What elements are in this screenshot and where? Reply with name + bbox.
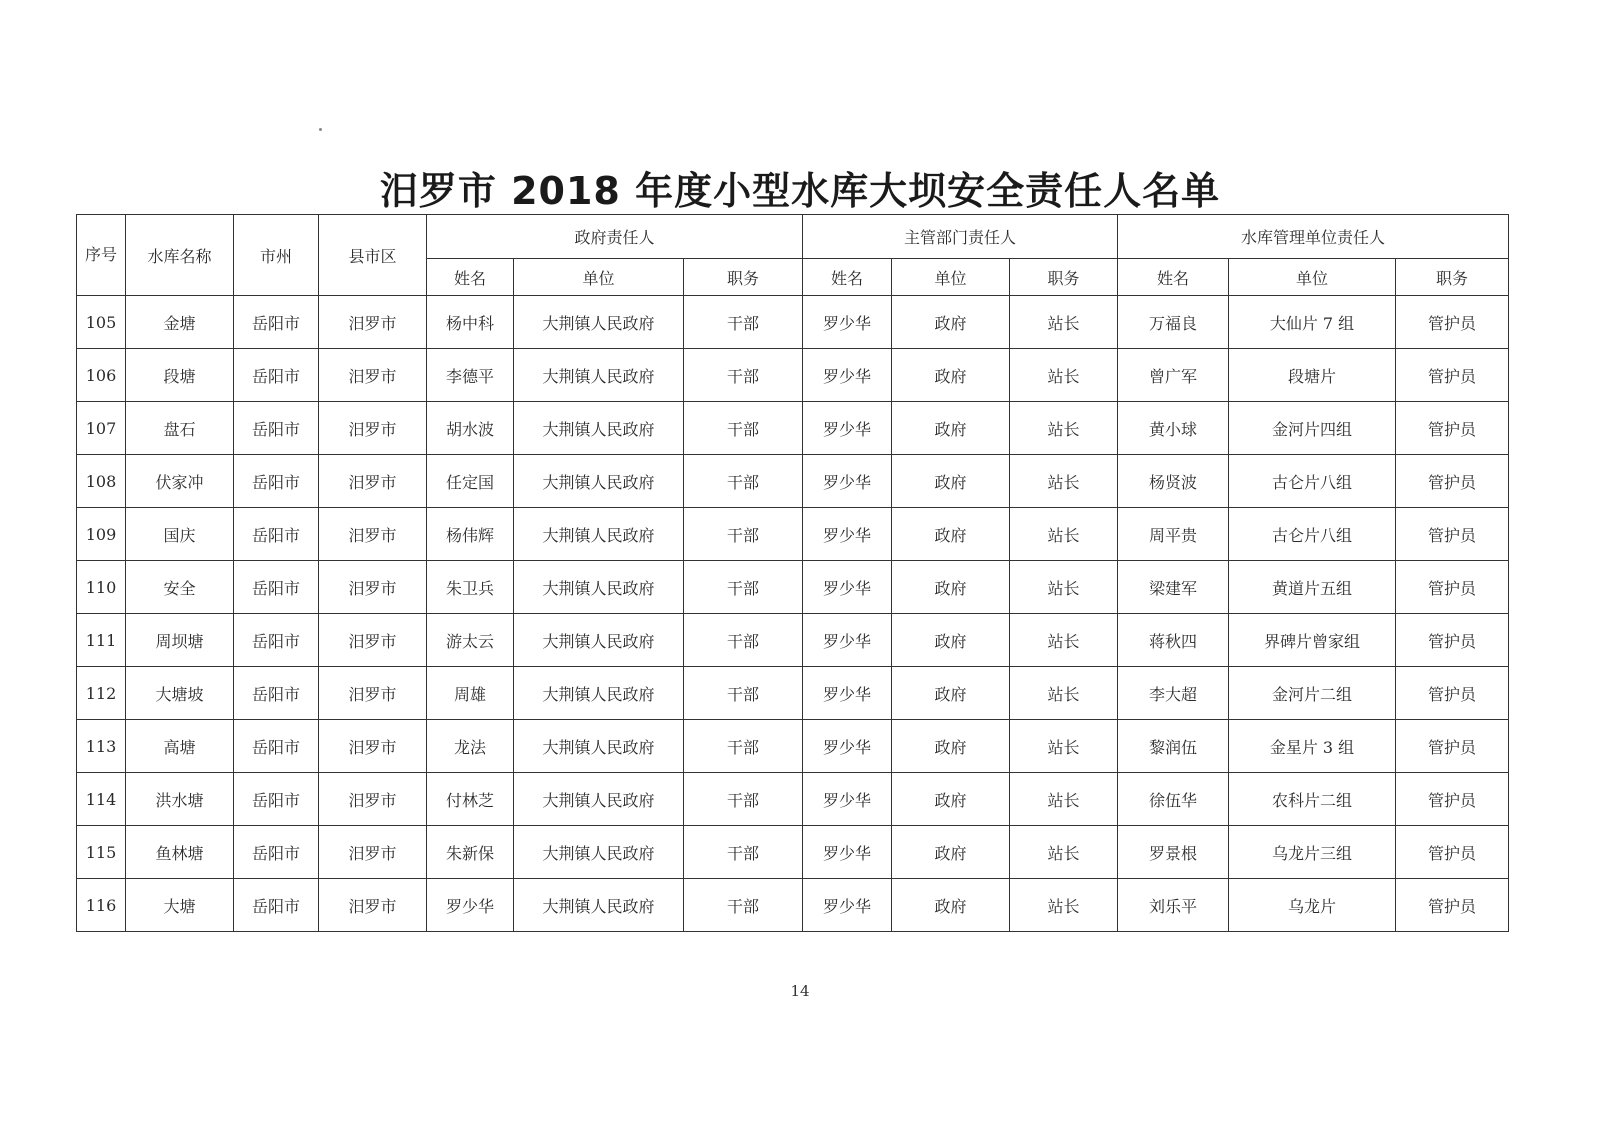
cell-seq: 106 — [77, 349, 126, 402]
cell-gov-position: 干部 — [684, 402, 803, 455]
cell-county: 汨罗市 — [319, 349, 427, 402]
cell-mgmt-position: 管护员 — [1396, 879, 1509, 932]
cell-gov-position: 干部 — [684, 561, 803, 614]
cell-gov-unit: 大荆镇人民政府 — [514, 773, 684, 826]
cell-reservoir: 盘石 — [126, 402, 234, 455]
cell-mgmt-name: 周平贵 — [1118, 508, 1229, 561]
cell-dept-position: 站长 — [1010, 508, 1118, 561]
cell-county: 汨罗市 — [319, 879, 427, 932]
table-row — [77, 667, 1509, 720]
cell-mgmt-position: 管护员 — [1396, 561, 1509, 614]
table-row — [77, 349, 1509, 402]
cell-county: 汨罗市 — [319, 455, 427, 508]
table-row — [77, 455, 1509, 508]
cell-county: 汨罗市 — [319, 614, 427, 667]
cell-gov-name: 朱新保 — [427, 826, 514, 879]
cell-dept-unit: 政府 — [892, 720, 1010, 773]
cell-mgmt-name: 蒋秋四 — [1118, 614, 1229, 667]
cell-dept-unit: 政府 — [892, 349, 1010, 402]
cell-seq: 115 — [77, 826, 126, 879]
cell-mgmt-unit: 金河片二组 — [1229, 667, 1396, 720]
cell-reservoir: 周坝塘 — [126, 614, 234, 667]
cell-dept-unit: 政府 — [892, 614, 1010, 667]
cell-seq: 116 — [77, 879, 126, 932]
cell-city: 岳阳市 — [234, 455, 319, 508]
header-mgmt-position: 职务 — [1396, 259, 1509, 296]
cell-gov-name: 任定国 — [427, 455, 514, 508]
header-dept-unit: 单位 — [892, 259, 1010, 296]
cell-gov-unit: 大荆镇人民政府 — [514, 614, 684, 667]
cell-gov-unit: 大荆镇人民政府 — [514, 296, 684, 349]
cell-dept-name: 罗少华 — [803, 773, 892, 826]
cell-dept-unit: 政府 — [892, 773, 1010, 826]
table-row — [77, 296, 1509, 349]
header-seq: 序号 — [77, 215, 126, 296]
table-row — [77, 879, 1509, 932]
header-row-1 — [77, 215, 1509, 259]
table-row — [77, 773, 1509, 826]
cell-city: 岳阳市 — [234, 402, 319, 455]
cell-mgmt-unit: 界碑片曾家组 — [1229, 614, 1396, 667]
table-body — [77, 296, 1509, 932]
cell-mgmt-unit: 金星片 3 组 — [1229, 720, 1396, 773]
cell-mgmt-position: 管护员 — [1396, 455, 1509, 508]
header-county: 县市区 — [319, 215, 427, 296]
cell-reservoir: 高塘 — [126, 720, 234, 773]
page-title: 汨罗市 2018 年度小型水库大坝安全责任人名单 — [379, 169, 1221, 213]
cell-gov-unit: 大荆镇人民政府 — [514, 879, 684, 932]
header-dept-position: 职务 — [1010, 259, 1118, 296]
table-row — [77, 402, 1509, 455]
cell-gov-name: 游太云 — [427, 614, 514, 667]
table-row — [77, 508, 1509, 561]
cell-dept-position: 站长 — [1010, 773, 1118, 826]
cell-gov-unit: 大荆镇人民政府 — [514, 508, 684, 561]
cell-dept-name: 罗少华 — [803, 826, 892, 879]
cell-gov-unit: 大荆镇人民政府 — [514, 402, 684, 455]
cell-mgmt-name: 杨贤波 — [1118, 455, 1229, 508]
cell-mgmt-name: 刘乐平 — [1118, 879, 1229, 932]
cell-gov-unit: 大荆镇人民政府 — [514, 826, 684, 879]
cell-gov-name: 龙法 — [427, 720, 514, 773]
cell-dept-position: 站长 — [1010, 402, 1118, 455]
cell-dept-name: 罗少华 — [803, 402, 892, 455]
cell-mgmt-position: 管护员 — [1396, 667, 1509, 720]
cell-mgmt-unit: 黄道片五组 — [1229, 561, 1396, 614]
cell-gov-name: 杨伟辉 — [427, 508, 514, 561]
cell-mgmt-unit: 古仑片八组 — [1229, 508, 1396, 561]
cell-city: 岳阳市 — [234, 349, 319, 402]
cell-gov-position: 干部 — [684, 826, 803, 879]
cell-dept-name: 罗少华 — [803, 614, 892, 667]
scan-speck — [319, 128, 322, 131]
cell-seq: 114 — [77, 773, 126, 826]
cell-mgmt-unit: 段塘片 — [1229, 349, 1396, 402]
cell-mgmt-name: 徐伍华 — [1118, 773, 1229, 826]
cell-gov-name: 罗少华 — [427, 879, 514, 932]
cell-seq: 107 — [77, 402, 126, 455]
cell-reservoir: 安全 — [126, 561, 234, 614]
cell-dept-unit: 政府 — [892, 826, 1010, 879]
cell-dept-name: 罗少华 — [803, 561, 892, 614]
header-reservoir: 水库名称 — [126, 215, 234, 296]
cell-reservoir: 段塘 — [126, 349, 234, 402]
cell-city: 岳阳市 — [234, 720, 319, 773]
cell-mgmt-name: 罗景根 — [1118, 826, 1229, 879]
cell-seq: 109 — [77, 508, 126, 561]
cell-seq: 105 — [77, 296, 126, 349]
cell-county: 汨罗市 — [319, 296, 427, 349]
cell-dept-name: 罗少华 — [803, 296, 892, 349]
cell-dept-unit: 政府 — [892, 402, 1010, 455]
cell-gov-unit: 大荆镇人民政府 — [514, 667, 684, 720]
cell-mgmt-unit: 乌龙片三组 — [1229, 826, 1396, 879]
cell-dept-name: 罗少华 — [803, 455, 892, 508]
cell-mgmt-position: 管护员 — [1396, 402, 1509, 455]
cell-mgmt-unit: 乌龙片 — [1229, 879, 1396, 932]
cell-mgmt-position: 管护员 — [1396, 296, 1509, 349]
cell-seq: 111 — [77, 614, 126, 667]
cell-mgmt-name: 梁建军 — [1118, 561, 1229, 614]
header-gov-name: 姓名 — [427, 259, 514, 296]
cell-mgmt-name: 黄小球 — [1118, 402, 1229, 455]
cell-gov-name: 付林芝 — [427, 773, 514, 826]
cell-dept-position: 站长 — [1010, 614, 1118, 667]
header-group-department: 主管部门责任人 — [803, 215, 1118, 259]
cell-gov-name: 周雄 — [427, 667, 514, 720]
cell-dept-name: 罗少华 — [803, 720, 892, 773]
cell-dept-position: 站长 — [1010, 561, 1118, 614]
cell-gov-name: 胡水波 — [427, 402, 514, 455]
cell-county: 汨罗市 — [319, 720, 427, 773]
cell-dept-position: 站长 — [1010, 826, 1118, 879]
cell-dept-name: 罗少华 — [803, 667, 892, 720]
cell-mgmt-name: 曾广军 — [1118, 349, 1229, 402]
cell-seq: 112 — [77, 667, 126, 720]
cell-city: 岳阳市 — [234, 667, 319, 720]
header-dept-name: 姓名 — [803, 259, 892, 296]
cell-gov-unit: 大荆镇人民政府 — [514, 455, 684, 508]
cell-gov-position: 干部 — [684, 296, 803, 349]
header-mgmt-name: 姓名 — [1118, 259, 1229, 296]
cell-gov-position: 干部 — [684, 667, 803, 720]
cell-gov-unit: 大荆镇人民政府 — [514, 720, 684, 773]
cell-reservoir: 大塘 — [126, 879, 234, 932]
cell-city: 岳阳市 — [234, 614, 319, 667]
cell-reservoir: 鱼林塘 — [126, 826, 234, 879]
cell-mgmt-name: 黎润伍 — [1118, 720, 1229, 773]
cell-county: 汨罗市 — [319, 773, 427, 826]
cell-county: 汨罗市 — [319, 826, 427, 879]
cell-dept-unit: 政府 — [892, 879, 1010, 932]
cell-gov-name: 杨中科 — [427, 296, 514, 349]
cell-reservoir: 伏家冲 — [126, 455, 234, 508]
cell-city: 岳阳市 — [234, 561, 319, 614]
cell-gov-position: 干部 — [684, 879, 803, 932]
table-row — [77, 561, 1509, 614]
page-number: 14 — [790, 982, 810, 1000]
cell-county: 汨罗市 — [319, 508, 427, 561]
cell-county: 汨罗市 — [319, 561, 427, 614]
table-row — [77, 826, 1509, 879]
cell-mgmt-unit: 古仑片八组 — [1229, 455, 1396, 508]
cell-dept-position: 站长 — [1010, 667, 1118, 720]
cell-county: 汨罗市 — [319, 402, 427, 455]
cell-gov-position: 干部 — [684, 614, 803, 667]
cell-city: 岳阳市 — [234, 508, 319, 561]
cell-gov-name: 李德平 — [427, 349, 514, 402]
cell-mgmt-position: 管护员 — [1396, 349, 1509, 402]
cell-dept-position: 站长 — [1010, 879, 1118, 932]
table-row — [77, 720, 1509, 773]
header-gov-unit: 单位 — [514, 259, 684, 296]
cell-mgmt-position: 管护员 — [1396, 720, 1509, 773]
cell-dept-unit: 政府 — [892, 455, 1010, 508]
table-row — [77, 614, 1509, 667]
cell-gov-position: 干部 — [684, 349, 803, 402]
header-group-government: 政府责任人 — [427, 215, 803, 259]
cell-city: 岳阳市 — [234, 826, 319, 879]
cell-seq: 113 — [77, 720, 126, 773]
cell-reservoir: 国庆 — [126, 508, 234, 561]
cell-gov-position: 干部 — [684, 455, 803, 508]
cell-reservoir: 洪水塘 — [126, 773, 234, 826]
cell-dept-name: 罗少华 — [803, 508, 892, 561]
header-city: 市州 — [234, 215, 319, 296]
cell-city: 岳阳市 — [234, 296, 319, 349]
cell-mgmt-position: 管护员 — [1396, 614, 1509, 667]
cell-dept-position: 站长 — [1010, 720, 1118, 773]
cell-dept-unit: 政府 — [892, 667, 1010, 720]
cell-gov-position: 干部 — [684, 508, 803, 561]
cell-gov-position: 干部 — [684, 773, 803, 826]
cell-dept-unit: 政府 — [892, 296, 1010, 349]
cell-county: 汨罗市 — [319, 667, 427, 720]
cell-mgmt-name: 李大超 — [1118, 667, 1229, 720]
header-gov-position: 职务 — [684, 259, 803, 296]
cell-mgmt-position: 管护员 — [1396, 773, 1509, 826]
cell-reservoir: 金塘 — [126, 296, 234, 349]
cell-seq: 108 — [77, 455, 126, 508]
cell-city: 岳阳市 — [234, 773, 319, 826]
cell-dept-position: 站长 — [1010, 455, 1118, 508]
cell-mgmt-name: 万福良 — [1118, 296, 1229, 349]
cell-dept-unit: 政府 — [892, 508, 1010, 561]
cell-mgmt-position: 管护员 — [1396, 508, 1509, 561]
cell-mgmt-unit: 金河片四组 — [1229, 402, 1396, 455]
cell-gov-position: 干部 — [684, 720, 803, 773]
table-header — [77, 215, 1509, 296]
cell-mgmt-unit: 农科片二组 — [1229, 773, 1396, 826]
header-group-management: 水库管理单位责任人 — [1118, 215, 1509, 259]
cell-mgmt-unit: 大仙片 7 组 — [1229, 296, 1396, 349]
cell-city: 岳阳市 — [234, 879, 319, 932]
header-mgmt-unit: 单位 — [1229, 259, 1396, 296]
cell-gov-unit: 大荆镇人民政府 — [514, 349, 684, 402]
cell-gov-unit: 大荆镇人民政府 — [514, 561, 684, 614]
cell-dept-position: 站长 — [1010, 296, 1118, 349]
cell-dept-name: 罗少华 — [803, 349, 892, 402]
cell-reservoir: 大塘坡 — [126, 667, 234, 720]
cell-mgmt-position: 管护员 — [1396, 826, 1509, 879]
cell-dept-unit: 政府 — [892, 561, 1010, 614]
cell-seq: 110 — [77, 561, 126, 614]
responsibility-table — [76, 214, 1509, 932]
cell-gov-name: 朱卫兵 — [427, 561, 514, 614]
cell-dept-position: 站长 — [1010, 349, 1118, 402]
cell-dept-name: 罗少华 — [803, 879, 892, 932]
